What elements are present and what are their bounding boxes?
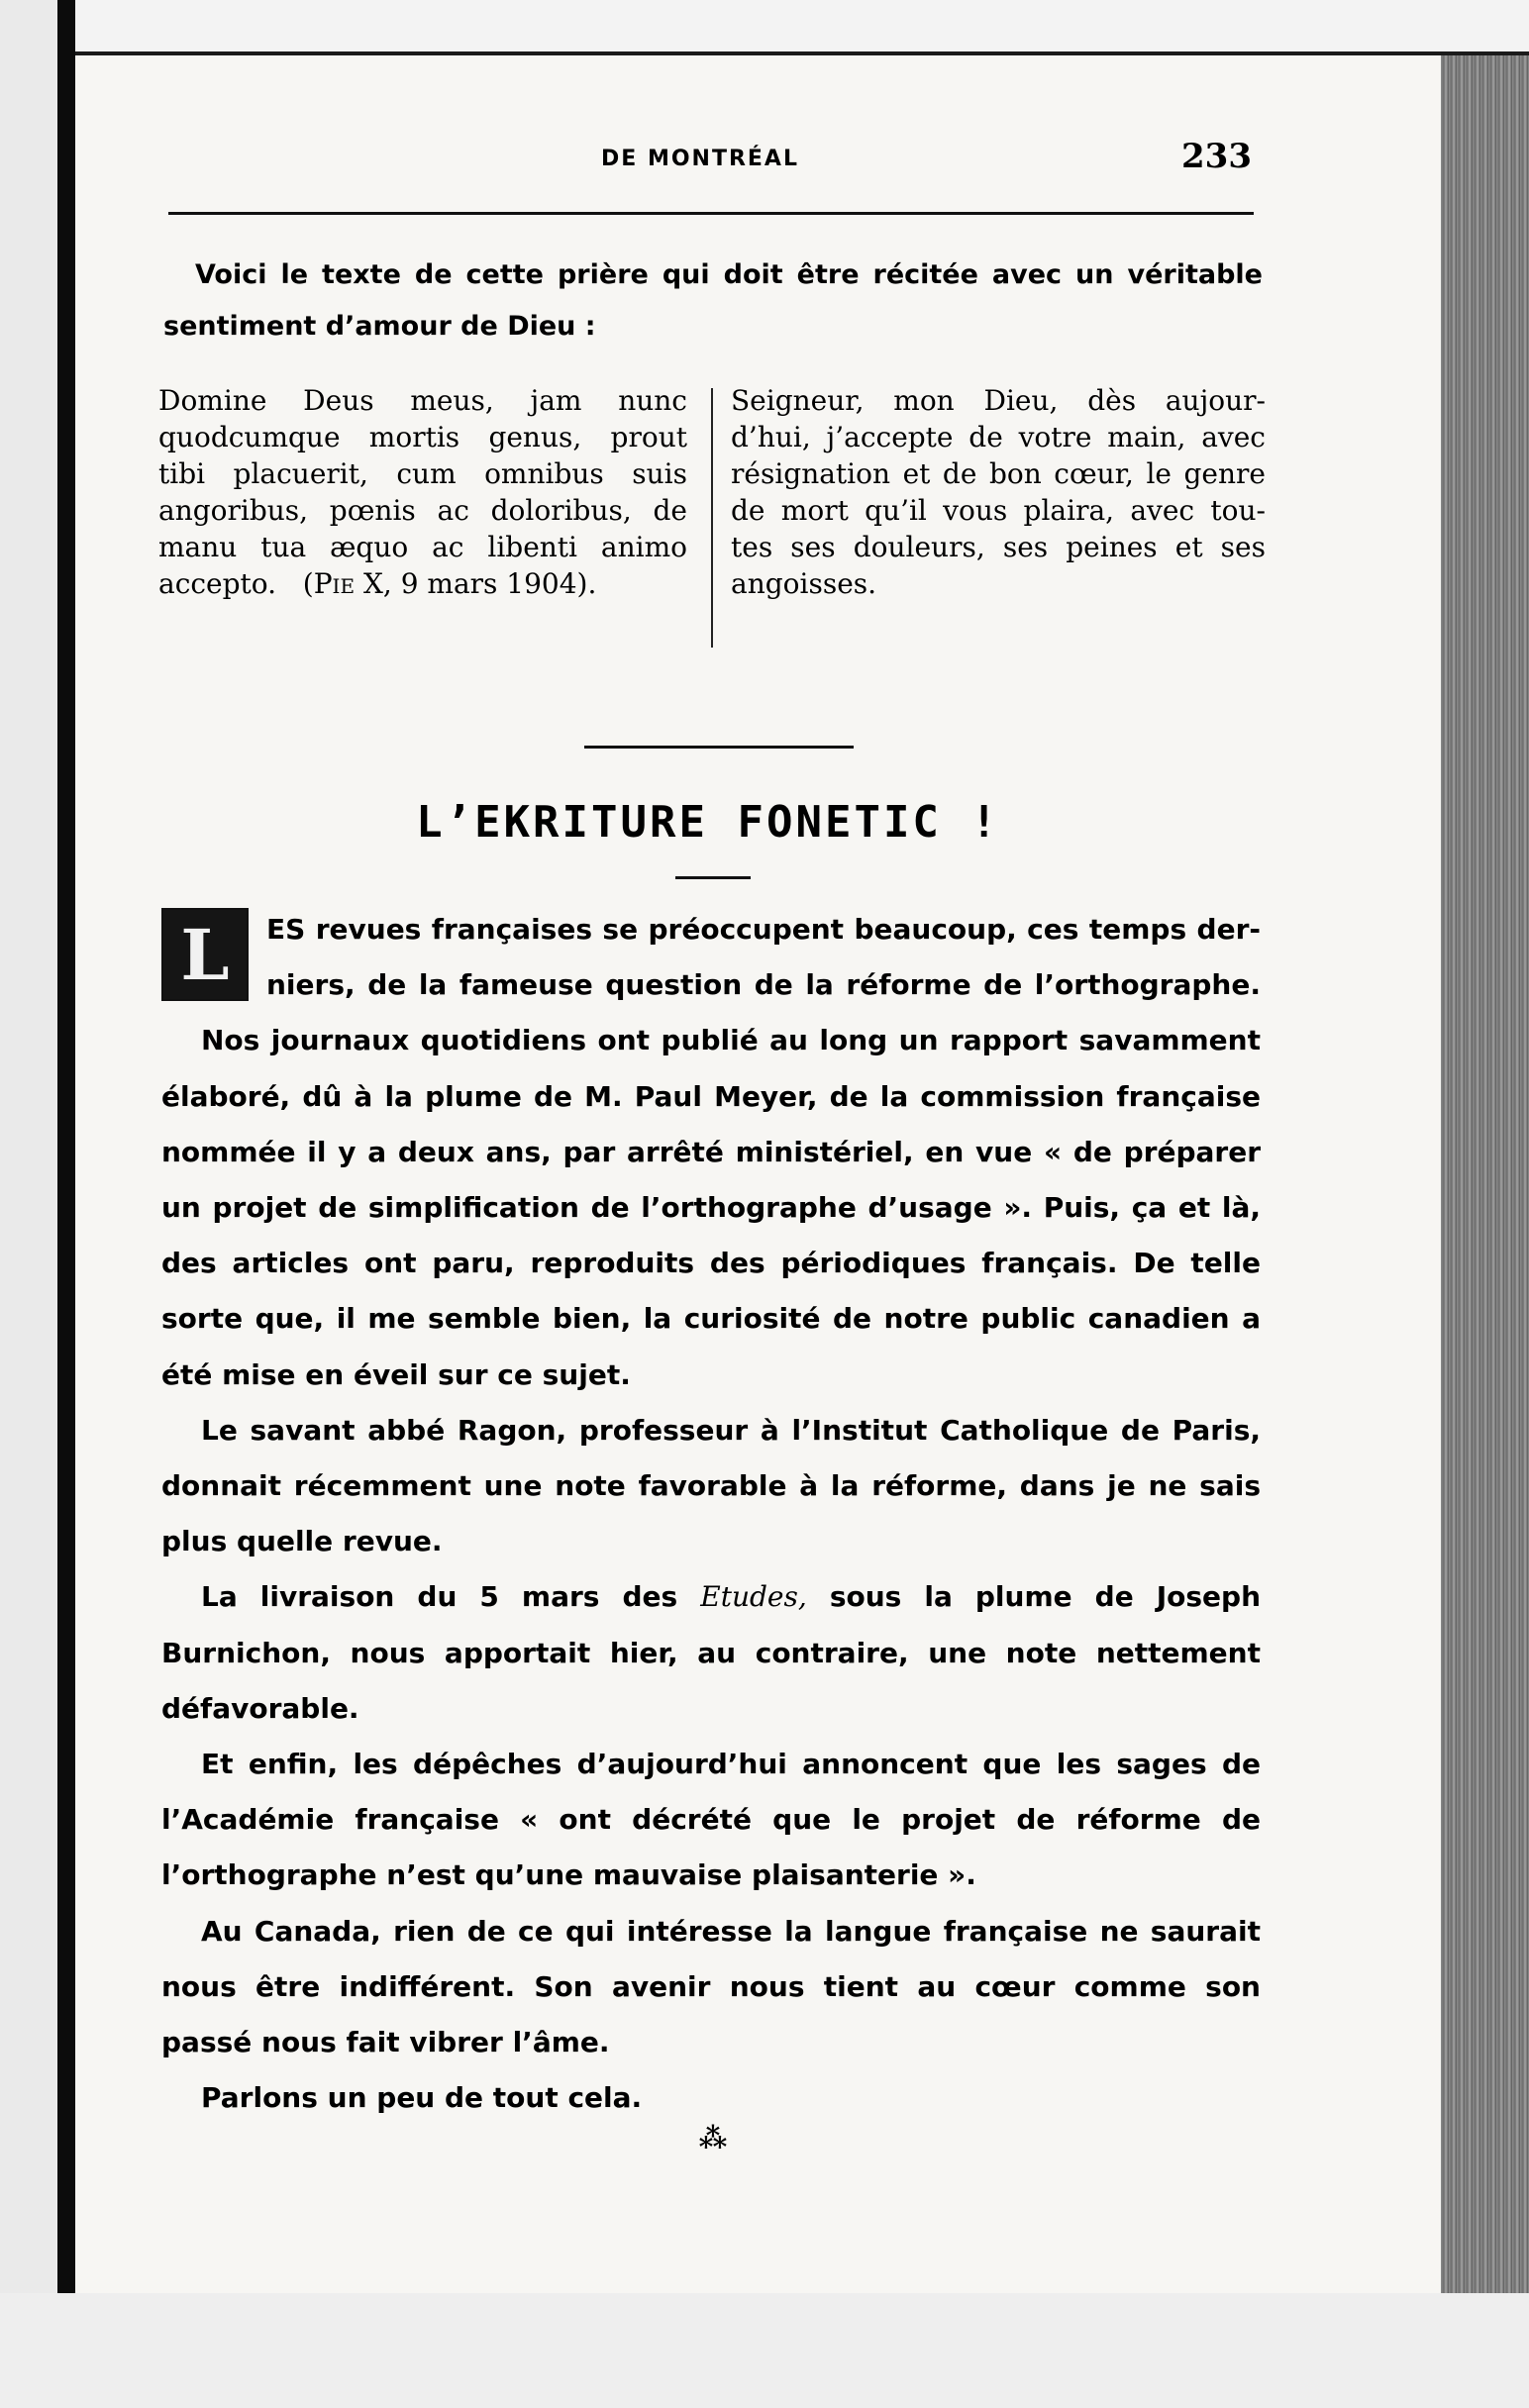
page-number: 233 — [1181, 137, 1252, 176]
scan-left-page-edge — [0, 0, 57, 2408]
body-line: ES revues françaises se préoccupent beaucoup, ces temps der- — [266, 913, 1261, 946]
latin-last-line — [158, 565, 687, 602]
drop-cap-initial: L — [161, 908, 249, 1001]
scan-binding-shadow — [57, 0, 75, 2408]
paragraph: Et enfin, les dépêches d’aujourd’hui annoncent que les sages de l’Académie française « ont décrété que le projet de réforme de l’orthographe n’est qu’une mauvaise plaisanterie ». — [161, 1748, 1261, 1892]
paragraph: Parlons un peu de tout cela. — [201, 2081, 643, 2115]
prayer-two-columns — [158, 382, 1264, 699]
paragraph: Au Canada, rien de ce qui intéresse la langue française ne saurait nous être indifférent. Son avenir nous tient au cœur comme son passé nous fait vibrer l’âme. — [161, 1914, 1261, 2059]
latin-prayer-column — [158, 382, 687, 602]
french-line: angoisses. — [731, 567, 877, 600]
paragraph-text: La livraison du 5 mars des — [201, 1580, 678, 1614]
latin-line: quodcumque mortis genus, prout — [158, 421, 687, 453]
body-line: niers, de la fameuse question de la réforme de l’orthographe. — [266, 968, 1261, 1002]
latin-line: manu tua æquo ac libenti animo — [158, 531, 687, 563]
prayer-intro — [163, 250, 1263, 352]
french-line: résignation et de bon cœur, le genre — [731, 457, 1266, 490]
french-line: Seigneur, mon Dieu, dès aujour- — [731, 384, 1266, 417]
citation-date: X, 9 mars 1904). — [362, 567, 597, 600]
intro-line: sentiment d’amour de Dieu : — [163, 311, 596, 342]
french-line: de mort qu’il vous plaira, avec tou- — [731, 494, 1266, 527]
title-rule — [675, 876, 751, 879]
latin-line: angoribus, pœnis ac doloribus, de — [158, 494, 687, 527]
article-body — [161, 902, 1261, 2126]
paragraph: Nos journaux quotidiens ont publié au long un rapport savamment élaboré, dû à la plume de M. Paul Meyer, de la commission française nommée il y a deux ans, par arrêté ministériel, en vue « de préparer un projet de simplification de l’orthographe d’usage ». Puis, ça et là, des articles ont paru, reproduits des périodiques français. De telle sorte que, il me semble bien, la curiosité de notre public canadien a été mise en éveil sur ce sujet. — [161, 1024, 1261, 1391]
french-line: tes ses douleurs, ses peines et ses — [731, 531, 1266, 563]
header-rule — [168, 212, 1254, 215]
article-title: L’EKRITURE FONETIC ! — [416, 797, 1000, 848]
book-page-edges — [1441, 55, 1529, 2293]
intro-line: Voici le texte de cette prière qui doit être récitée avec un véritable — [195, 259, 1263, 290]
french-line: d’hui, j’accepte de votre main, avec — [731, 421, 1266, 453]
asterism: ⁂ — [698, 2122, 728, 2155]
latin-line: tibi placuerit, cum omnibus suis — [158, 457, 687, 490]
journal-title: Etudes, — [700, 1580, 807, 1614]
scan-top-margin — [0, 0, 1529, 51]
running-header-title: DE MONTRÉAL — [601, 147, 799, 171]
column-divider — [711, 388, 713, 648]
latin-last-word: accepto. — [158, 567, 277, 600]
paragraph — [161, 1569, 1261, 1737]
citation-name: (Pie — [302, 567, 356, 600]
running-header — [149, 137, 1252, 186]
scan-bottom-margin — [0, 2293, 1529, 2408]
section-separator — [584, 746, 854, 749]
paragraph-text: sous la plume de Joseph Burnichon, nous apportait hier, au contraire, une note nettement défavorable. — [161, 1580, 1262, 1725]
french-prayer-column — [731, 382, 1266, 602]
latin-line: Domine Deus meus, jam nunc — [158, 384, 687, 417]
paragraph: Le savant abbé Ragon, professeur à l’Institut Catholique de Paris, donnait récemment une note favorable à la réforme, dans je ne sais plus quelle revue. — [161, 1413, 1261, 1558]
